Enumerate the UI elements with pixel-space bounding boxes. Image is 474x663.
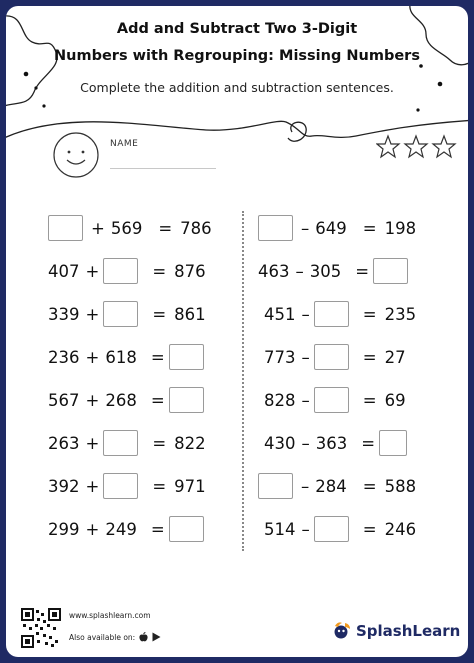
problem-row (48, 429, 206, 457)
problem-row (48, 343, 204, 371)
result: 822 (174, 433, 206, 453)
logo-text: SplashLearn (356, 622, 461, 640)
star-icon (405, 136, 427, 157)
operand: 339 (48, 304, 80, 324)
problem-row (264, 386, 406, 414)
star-icon (433, 136, 455, 157)
problem-row (48, 214, 212, 242)
answer-box[interactable] (314, 344, 349, 370)
problem-row (48, 257, 206, 285)
equals-sign: = (355, 261, 370, 281)
equals-sign: = (362, 218, 377, 238)
operator: + (91, 218, 105, 238)
answer-box[interactable] (258, 215, 293, 241)
operand: 569 (110, 218, 143, 238)
result: 69 (384, 390, 406, 410)
problem-row (258, 472, 416, 500)
operator: + (85, 390, 100, 410)
problem-row (264, 429, 407, 457)
operator: – (301, 390, 310, 410)
name-label: NAME (110, 139, 139, 149)
answer-box[interactable] (103, 301, 138, 327)
operand: 773 (264, 347, 296, 367)
title-line-1: Add and Subtract Two 3-Digit (116, 21, 358, 37)
answer-box[interactable] (314, 516, 349, 542)
operand: 463 (258, 261, 290, 281)
equals-sign: = (362, 347, 377, 367)
available-on (69, 632, 161, 642)
equals-sign: = (150, 519, 165, 539)
problem-row (48, 386, 204, 414)
equals-sign: = (152, 261, 167, 281)
problem-row (258, 214, 416, 242)
problem-row (48, 515, 204, 543)
operator: – (301, 476, 310, 496)
answer-box[interactable] (103, 258, 138, 284)
problem-row (258, 257, 408, 285)
qr-code-icon (21, 608, 61, 648)
problem-row (264, 300, 416, 328)
operand: 618 (105, 347, 137, 367)
operator: + (85, 476, 100, 496)
answer-box[interactable] (169, 344, 204, 370)
problem-row (264, 343, 406, 371)
result: 971 (174, 476, 206, 496)
answer-box[interactable] (103, 430, 138, 456)
equals-sign: = (158, 218, 173, 238)
operand: 363 (315, 433, 348, 453)
operand: 828 (264, 390, 296, 410)
result: 786 (180, 218, 212, 238)
result: 27 (384, 347, 406, 367)
equals-sign: = (361, 433, 376, 453)
answer-box[interactable] (314, 387, 349, 413)
answer-box[interactable] (373, 258, 408, 284)
operator: – (301, 519, 310, 539)
operand: 567 (48, 390, 80, 410)
equals-sign: = (150, 347, 165, 367)
problem-row (48, 472, 206, 500)
operator: – (301, 433, 310, 453)
problem-row (48, 300, 206, 328)
result: 861 (174, 304, 206, 324)
result: 246 (384, 519, 417, 539)
answer-box[interactable] (314, 301, 349, 327)
operand: 249 (105, 519, 137, 539)
equals-sign: = (152, 433, 167, 453)
splashlearn-logo-icon (330, 620, 352, 642)
operand: 236 (48, 347, 80, 367)
operand: 299 (48, 519, 80, 539)
worksheet-page (6, 6, 468, 657)
website-url[interactable]: www.splashlearn.com (69, 611, 151, 620)
result: 198 (384, 218, 417, 238)
operand: 407 (48, 261, 80, 281)
operand: 451 (264, 304, 296, 324)
answer-box[interactable] (169, 516, 204, 542)
result: 235 (384, 304, 417, 324)
play-store-icon[interactable] (152, 632, 161, 642)
column-divider (242, 211, 244, 551)
name-line[interactable] (110, 168, 216, 169)
answer-box[interactable] (379, 430, 407, 456)
equals-sign: = (362, 476, 377, 496)
operand: 284 (315, 476, 347, 496)
rating-stars (376, 134, 466, 162)
apple-icon[interactable] (139, 632, 148, 642)
operand: 268 (105, 390, 137, 410)
result: 588 (384, 476, 417, 496)
operator: – (301, 347, 310, 367)
operand: 305 (309, 261, 342, 281)
result: 876 (174, 261, 206, 281)
operator: + (85, 304, 100, 324)
star-icon (377, 136, 399, 157)
equals-sign: = (152, 476, 167, 496)
answer-box[interactable] (169, 387, 204, 413)
answer-box[interactable] (48, 215, 83, 241)
operator: + (85, 261, 100, 281)
operand: 514 (264, 519, 296, 539)
operand: 392 (48, 476, 80, 496)
operand: 649 (315, 218, 347, 238)
operator: + (85, 347, 100, 367)
splashlearn-logo (330, 620, 460, 642)
operator: + (85, 519, 100, 539)
operator: – (301, 218, 310, 238)
available-on-label: Also available on: (69, 632, 136, 642)
equals-sign: = (362, 390, 377, 410)
operand: 263 (48, 433, 80, 453)
equals-sign: = (152, 304, 167, 324)
operator: – (295, 261, 304, 281)
operator: – (301, 304, 310, 324)
answer-box[interactable] (103, 473, 138, 499)
smiley-face-icon (52, 131, 100, 179)
operator: + (85, 433, 100, 453)
title-line-2: Numbers with Regrouping: Missing Numbers (54, 48, 420, 64)
equals-sign: = (362, 519, 377, 539)
equals-sign: = (150, 390, 165, 410)
problem-row (264, 515, 416, 543)
instructions-text: Complete the addition and subtraction sentences. (80, 80, 394, 95)
answer-box[interactable] (258, 473, 293, 499)
operand: 430 (264, 433, 296, 453)
equals-sign: = (362, 304, 377, 324)
